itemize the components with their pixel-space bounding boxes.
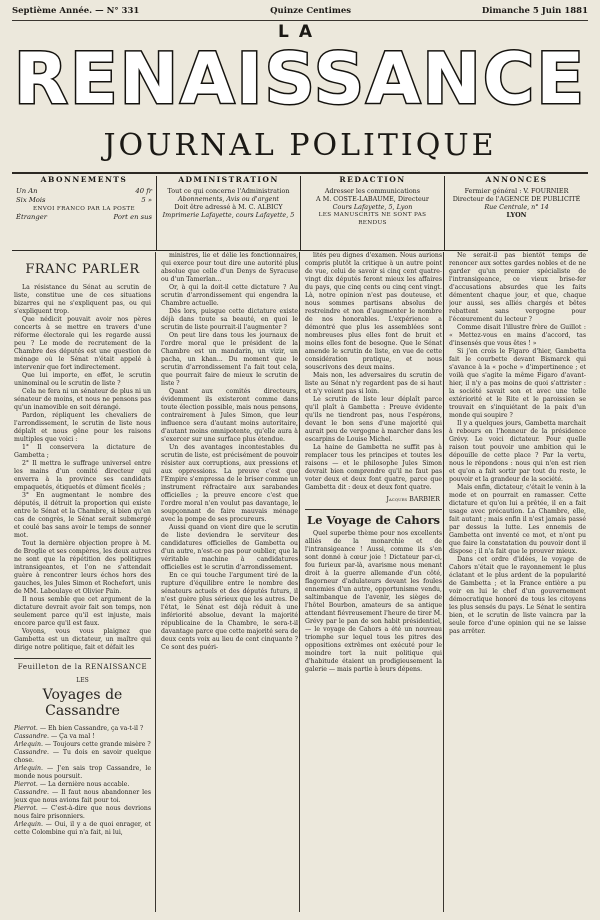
redaction-line: LES MANUSCRITS NE SONT PAS RENDUS [318, 212, 427, 226]
info-bar [12, 176, 588, 250]
article-paragraph: ministres, lie et délie les fonctionnaires, qui exerce pour tout dire une autorité plus absolue que celle d'un Denys de Syracuse ou d'un Tamerlan... [161, 252, 298, 283]
administration-line: Imprimerie Lafayette, cours Lafayette, 5 [162, 211, 295, 219]
issue-price: Quinze Centimes [270, 6, 352, 16]
dialogue-speaker: Cassandre. [14, 789, 49, 796]
info-divider [12, 250, 588, 251]
annonces-line: Rue Centrale, n° 14 [484, 203, 549, 211]
dialogue-line [14, 765, 151, 781]
article-paragraph: Dès lors, puisque cette dictature existe déjà dans toute sa beauté, en quoi le scrutin de liste pourrait-il l'augmenter ? [161, 308, 298, 331]
masthead-divider [12, 172, 588, 174]
cabors-heading: Le Voyage de Cahors [307, 513, 440, 527]
article-paragraph: Il nous semble que cet argument de la dictature devrait avoir fait son temps, non seulement parce qu'il est injuste, mais encore parce qu'il est faux. [14, 596, 151, 627]
abonnement-value: Port en sus [113, 213, 152, 221]
abonnement-value: 40 fr [135, 187, 152, 195]
dialogue-speaker: Arlequin. [14, 765, 43, 772]
administration-box [156, 176, 300, 250]
dialogue-speaker: Pierrot. [14, 725, 38, 732]
feuilleton-title: Voyages de Cassandre [42, 687, 123, 719]
feuilleton-body [14, 725, 151, 837]
annonces-line: Directeur de l'AGENCE DE PUBLICITÉ [452, 195, 581, 203]
annonces-heading: ANNONCES [485, 176, 548, 184]
dialogue-line [14, 789, 151, 805]
dialogue-speaker: Pierrot. [14, 781, 38, 788]
dialogue-text: — Oui, il y a de quoi enrager, et cette Colombine qui n'a fait, ni lui, [14, 821, 151, 836]
feuilleton-les: LES [76, 677, 89, 684]
dialogue-line [14, 749, 151, 765]
masthead-subtitle: JOURNAL POLITIQUE [103, 128, 497, 163]
article-paragraph: La résistance du Sénat au scrutin de liste, constitue une de ces situations bizarres qui ne s'expliquent pas, ou qui s'expliquent trop. [14, 284, 151, 315]
column-1 [14, 252, 151, 912]
annonces-line: Fermier général : V. FOURNIER [464, 187, 569, 195]
dialogue-text: — C'est-à-dire que nous devrions nous faire prisonniers. [14, 805, 151, 820]
dialogue-text: — J'en sais trop Cassandre, le monde nous poursuit. [14, 765, 151, 780]
article-paragraph: Mais enfin, dictateur, c'était le venin à la mode et on pourrait en ramasser. Cette dictature et qu'on lui a prêtée, il en a fait usage avec précaution. La Chambre, elle, fait autant ; mais enfin il n'est jamais passé par dessus la lutte. Les ennemis de Gambetta ont inventé ce mot, et n'ont pu que faire la constatation du pouvoir dont il dispose ; il n'a fait que le prouver mieux. [449, 484, 586, 555]
dialogue-speaker: Cassandre. [14, 733, 49, 740]
cabors-body [305, 530, 442, 674]
article-body [449, 252, 586, 636]
dialogue-speaker: Pierrot. [14, 805, 38, 812]
dialogue-text: — Ça va mal ! [49, 733, 95, 740]
annonces-line: LYON [506, 211, 527, 219]
masthead-article: LA [278, 22, 322, 42]
article-paragraph: Si j'en crois le Figaro d'hier, Gambetta fait le courbette devant Bismarck qui s'avance à la « poche » d'impertinence ; et voilà que s'agite la même Figaro d'avant-hier, il n'y a pas moins de quoi s'attrister : la société savait son et avec une telle extériorité et le Rite et le paroissien se trouvait en s'inquiétant de la paix d'un monde qui soupire ? [449, 348, 586, 419]
abonnement-label: Six Mois [16, 196, 46, 204]
issue-number: Septième Année. — N° 331 [12, 6, 140, 16]
article-paragraph: Un des avantages incontestables du scrutin de liste, est précisément de pouvoir résister aux corruptions, aux pressions et aux oppressions. La preuve c'est que l'Empire s'empressa de le briser comme un instrument réfractaire aux sarabandes officielles ; la preuve encore c'est que l'ordre moral n'en voulut pas davantage, le soupçonnant de faire mauvais ménage avec la pompe de ses procureurs. [161, 444, 298, 523]
abonnements-note: ENVOI FRANCO PAR LA POSTE [33, 206, 135, 212]
column-4 [449, 252, 586, 912]
administration-line: Doit être adressé à M. C. ALBICY [174, 203, 283, 211]
administration-heading: ADMINISTRATION [178, 176, 279, 184]
article-paragraph: La haine de Gambetta ne suffit pas à remplacer tous les principes et toutes les raisons — et le philosophe Jules Simon devrait bien comprendre qu'il ne faut pas voter deux et deux font quatre, parce que Gambetta dit : deux et deux font quatre. [305, 444, 442, 491]
dialogue-line [14, 781, 151, 789]
abonnement-label: Étranger [16, 213, 47, 221]
dialogue-speaker: Arlequin. [14, 821, 43, 828]
administration-line: Abonnements, Avis ou d'argent [177, 195, 280, 203]
dialogue-line [14, 741, 151, 749]
abonnement-row [16, 187, 152, 196]
article-paragraph: Comme disait l'illustre frère de Guillot : « Mettez-vous en mains d'accord, tas d'insensés que vous êtes ! » [449, 324, 586, 347]
column-divider [299, 252, 300, 912]
issue-date: Dimanche 5 Juin 1881 [481, 6, 588, 16]
redaction-line: Adresser les communications [324, 187, 421, 195]
issue-header [12, 4, 588, 21]
abonnements-heading: ABONNEMENTS [40, 176, 128, 184]
article-paragraph: Il y a quelques jours, Gambetta marchait à rebours en l'honneur de la présidence Grévy. Le voici dictateur. Pour quelle raison tout pouvoir une ambition qui le dépouille de cette place ? Par la vertu, nous le répondons : nous qui n'en est rien et qu'on a fait sortir par tout du reste, le pouvoir et la grandeur de la société. [449, 420, 586, 483]
article-paragraph: 3° En augmentant le nombre des députés, il détruit la proportion qui existe entre le Sénat et la Chambre, si bien qu'en cas de congrès, le Sénat serait submergé et coulé bas sans avoir le temps de sonner mot. [14, 492, 151, 539]
article-paragraph: lités peu dignes d'examen. Nous aurions compris plutôt la critique à un autre point de vue, celui de savoir si cinq cent quatre-vingt dix députés feront mieux les affaires du pays, que cinq cents ou cinq cent vingt. Là, notre opinion n'est pas douteuse, et nous sommes partisans absolus de restreindre et non d'augmenter le nombre de nos honorables. L'expérience a démontré que plus les assemblées sont nombreuses plus elles font de bruit et moins elles font de besogne. Que le Sénat amende le scrutin de liste, en vue de cette considération pratique, et nous souscrivons des deux mains. [305, 252, 442, 371]
article-paragraph: 2° Il mettra le suffrage universel entre les mains d'un comité directeur qui enverra à la province ses candidats empaquetés, étiquetés et dûment ficelés ; [14, 460, 151, 491]
article-paragraph: Quant aux comités directeurs, évidemment ils existeront comme dans toute élection possible, mais nous pensons, contrairement à Jules Simon, que leur influence sera d'autant moins autoritaire, d'autant moins omnipotente, qu'elle aura à s'exercer sur une surface plus étendue. [161, 388, 298, 443]
article-paragraph: Aussi quand on vient dire que le scrutin de liste deviendra le serviteur des candidatures officielles de Gambetta ou d'un autre, n'est-ce pas pour oublier, que la véritable machine à candidatures officielles est le scrutin d'arrondissement. [161, 524, 298, 571]
dialogue-speaker: Arlequin. [14, 741, 43, 748]
dialogue-line [14, 805, 151, 821]
article-columns [12, 252, 588, 912]
feuilleton-heading: Feuilleton de la RENAISSANCE [14, 658, 151, 671]
redaction-heading: RÉDACTION [339, 176, 406, 184]
article-paragraph: Le scrutin de liste leur déplaît parce qu'il plaît à Gambetta : Preuve évidente qu'ils ne tiendront pas, nous l'espérons, devant le bon sens d'une majorité qui aurait peu de vergogne à marcher dans les escarpins de Louise Michel. [305, 396, 442, 443]
masthead-title: RENAISSANCE [13, 38, 587, 120]
article-paragraph: On peut lire dans tous les journaux de l'ordre moral que le président de la Chambre est un mandarin, un vizir, un pacha, un khan... Du moment que le scrutin d'arrondissement l'a fait tout cela, que pourrait faire de mieux le scrutin de liste ? [161, 332, 298, 387]
article-paragraph: En ce qui touche l'argument tiré de la rupture d'équilibre entre le nombre des sénateurs actuels et des députés futurs, il n'est guère plus sérieux que les autres. De l'état, le Sénat est déjà réduit à une infériorité absolue, devant la majorité républicaine de la Chambre, le sera-t-il davantage parce que cette majorité sera de deux cents voix au lieu de cent cinquante ? Ce sont des puéri- [161, 572, 298, 651]
article-paragraph: Or, à qui la doit-il cette dictature ? Au scrutin d'arrondissement qui engendra la Chambre actuelle. [161, 284, 298, 307]
article-paragraph: Cela ne fera ni un sénateur de plus ni un sénateur de moins, et nous ne pensons pas qu'un inamovible en soit dérangé. [14, 388, 151, 411]
column-2 [161, 252, 298, 912]
article-paragraph: Mais non, les adversaires du scrutin de liste au Sénat n'y regardent pas de si haut et n'y voient pas si loin. [305, 372, 442, 395]
annonces-box [444, 176, 588, 250]
abonnements-box [12, 176, 156, 250]
column-divider [443, 252, 444, 912]
dialogue-speaker: Cassandre. [14, 749, 49, 756]
redaction-line: A M. COSTE-LABAUME, Directeur [316, 195, 429, 203]
article-paragraph: Que nédicit pouvait avoir nos pères concerts à se mettre en travers d'une réforme électorale qui les regarde aussi peu ? Le mode de recrutement de la Chambre des députés est une question de ménage où le Sénat n'était appelé à intervenir que fort indirectement. [14, 316, 151, 371]
article-paragraph: Pardon, répliquent les chevaliers de l'arrondissement, le scrutin de liste nous déplaît et nous gêne pour les raisons multiples que voici : [14, 412, 151, 443]
dialogue-text: — La dernière nous accable. [37, 781, 130, 788]
article-heading: FRANC PARLER [25, 262, 140, 277]
dialogue-text: — Il faut nous abandonner les jeux que nous avions fait pour toi. [14, 789, 151, 804]
dialogue-line [14, 725, 151, 733]
abonnement-row [16, 196, 152, 205]
dialogue-text: — Tu dois en savoir quelque chose. [14, 749, 151, 764]
article-paragraph: Dans cet ordre d'idées, le voyage de Cahors n'était que le rayonnement le plus éclatant et le plus ardent de la popularité de Gambetta ; et la France entière a pu voir en lui le chef d'un gouvernement démocratique honoré de tous les citoyens les plus sensés du pays. Le Sénat le sentira bien, et le scrutin de liste vaincra par la seule force d'une opinion qui ne se laisse pas arrêter. [449, 556, 586, 635]
article-body [14, 284, 151, 652]
dialogue-text: — Eh bien Cassandre, ça va-t-il ? [37, 725, 144, 732]
abonnement-label: Un An [16, 187, 38, 195]
article-paragraph: 1° Il conservera la dictature de Gambetta ; [14, 444, 151, 459]
article-signature: Jacques BARBIER [386, 495, 440, 503]
abonnement-row [16, 213, 152, 222]
article-body [305, 252, 442, 492]
article-paragraph: Que lui importe, en effet, le scrutin uninominal ou le scrutin de liste ? [14, 372, 151, 387]
dialogue-line [14, 821, 151, 837]
article-paragraph: Ne serait-il pas bientôt temps de renoncer aux sottes gardes nobles et de ne garder qu'un premier spécialiste de l'intransigeance, ce vieux brise-fer d'accusations absurdes que les faits démentent chaque jour, et que, chaque jour aussi, ses alliés chargés et bêtes rebattent sans vergogne pour l'écœurement du lecteur ? [449, 252, 586, 323]
administration-line: Tout ce qui concerne l'Administration [167, 187, 290, 195]
article-body [161, 252, 298, 652]
redaction-box [300, 176, 444, 250]
dialogue-line [14, 733, 151, 741]
article-paragraph: Voyons, vous vous plaignez que Gambetta est un dictateur, un maître qui dirige notre politique, fait et défait les [14, 628, 151, 651]
article-paragraph: Quel superbe thème pour nos excellents alliés de la monarchie et de l'intransigeance ! Aussi, comme ils s'en sont donné à cœur joie ! Dictateur par-ci, fou furieux par-là, avarisme nous menant droit à la guerre allemande d'un côté, flagorneur d'adulateurs devant les foules ennemies d'un autre, opportunisme vendu, saltimbanque de l'avenir, les sièges de l'hôtel Bourbon, amateurs de sa antique attendant fiévreusement l'heure de tirer M. Grévy par le pan de son habit présidentiel, — le voyage de Cahors a été un nouveau triomphe sur lequel tous les pitres des oppositions extrêmes ont exécuté pour le moindre tort la nuit politique qui d'habitude étaient un prodigieusement la galerie — mais partie à leurs dépens. [305, 530, 442, 673]
dialogue-text: — Toujours cette grande misère ? [42, 741, 151, 748]
column-divider [155, 252, 156, 912]
article-divider [305, 509, 442, 510]
redaction-line: Cours Lafayette, 5, Lyon [332, 203, 413, 211]
column-3 [305, 252, 442, 912]
abonnement-value: 5 » [141, 196, 152, 204]
article-paragraph: Tout la dernière objection propre à M. de Broglie et ses compères, les deux autres ne sont que la répétition des politiques intransigeantes, et l'on ne s'attendait guère à rencontrer leurs échos hors des gauches, les Jules Simon et Rochefort, unis de MM. Laboulaye et Olivier Pain. [14, 540, 151, 595]
